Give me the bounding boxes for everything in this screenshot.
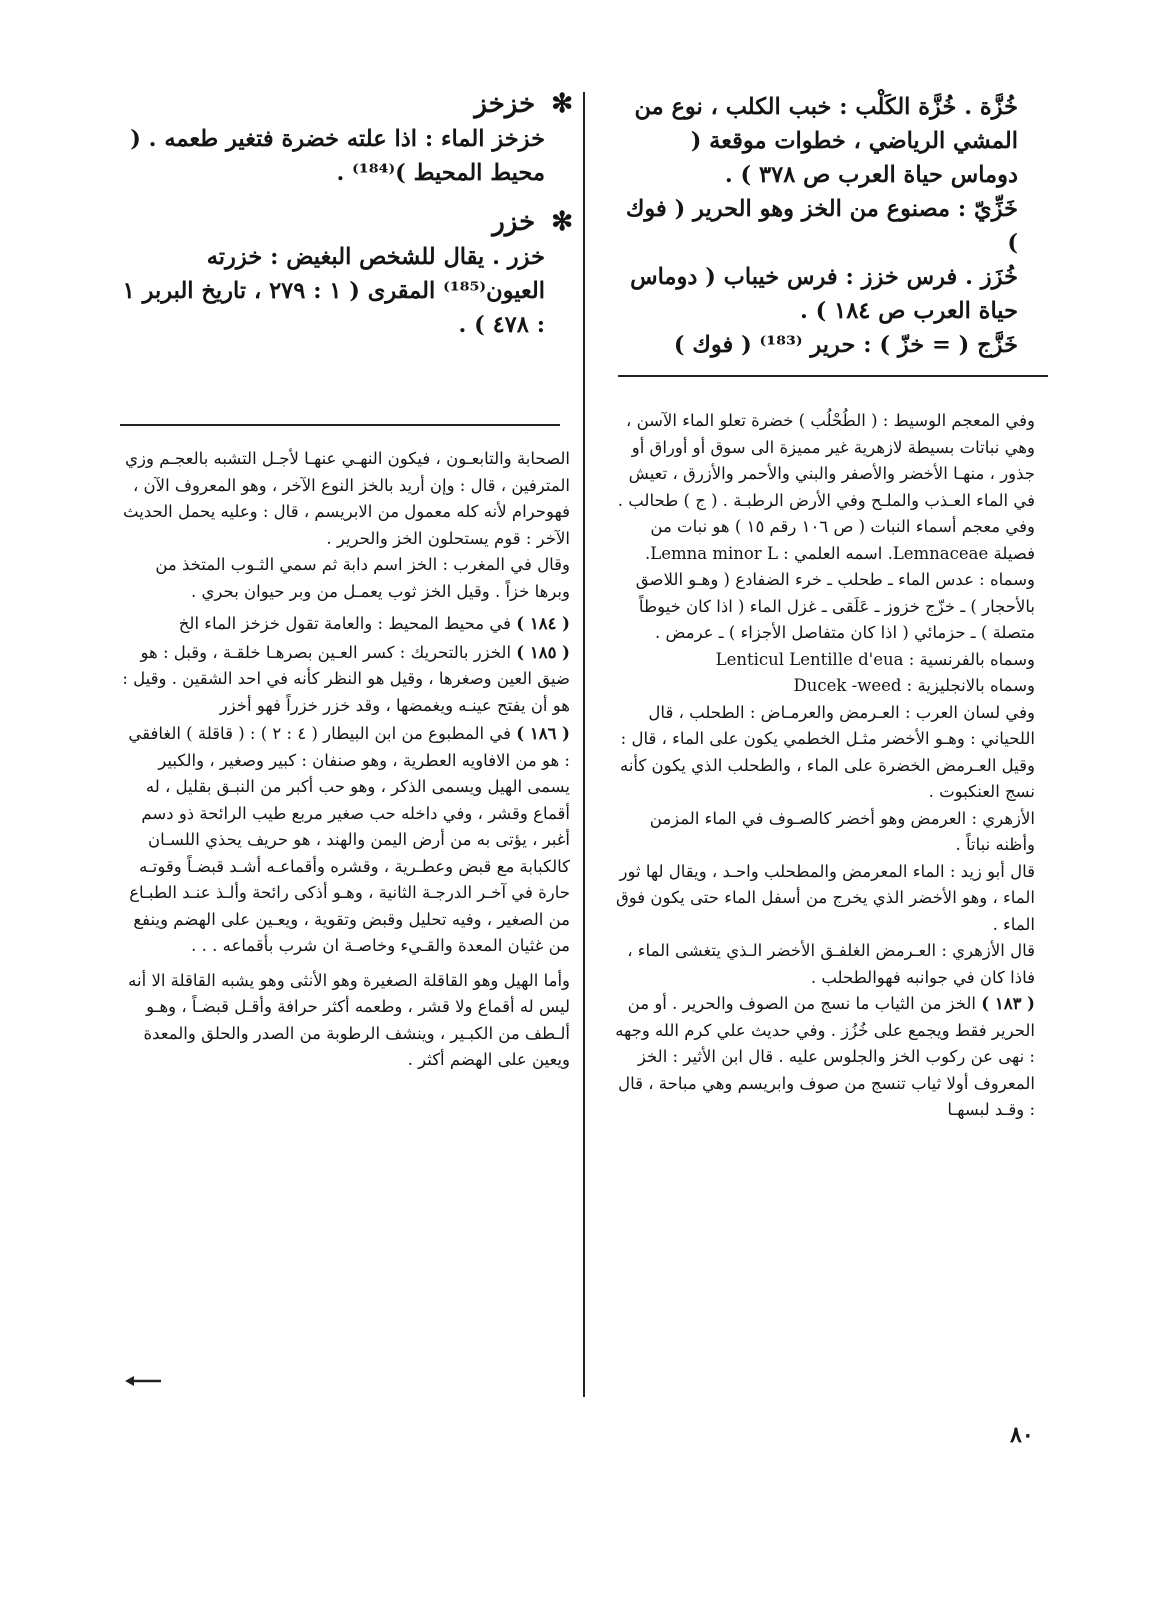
footnote-183-number: ( ١٨٣ ) — [981, 994, 1035, 1013]
maghrib-paragraph: وقال في المغرب : الخز اسم دابة ثم سمي الثـوب المتخذ من وبرها خزاً . وقيل الخز ثوب يعمـل من وبر حيوان بحري . — [155, 555, 570, 601]
left-top-entries — [118, 86, 573, 342]
french-name: وسماه بالفرنسية : Lenticul Lentille d'eua — [715, 649, 1035, 669]
asterisk-icon: ✻ — [551, 89, 573, 119]
right-top-rule — [618, 375, 1048, 377]
abu-zayd-paragraph: قال أبو زيد : الماء المعرمض والمطحلب واحـد ، ويقال لها ثور الماء ، وهو الأخضر الذي يخرج من أسفل الماء حتى يكون فوق الماء . — [615, 861, 1035, 934]
footnote-184-number: ( ١٨٤ ) — [516, 614, 570, 633]
footnote-184-text: في محيط المحيط : والعامة تقول خزخز الماء الخ — [178, 614, 512, 633]
synonyms-paragraph: وسماه : عدس الماء ـ طحلب ـ خرء الضفادع ( وهـو اللاصق بالأحجار ) ـ خزّج خزوز ـ عَلَقى ـ غزل الماء ( اذا كان خيوطاً متصلة ) ـ حزمائي ( اذا كان متفاصل الأجزاء ) ـ عرمض . — [635, 570, 1035, 642]
footnote-185-text: الخزر بالتحريك : كسر العـين بصرهـا خلقـة ، وقبل : هو ضيق العين وصغرها ، وقيل هو النظر كأنه في احد الشقين . وقيل : هو أن يفتح عينـه ويغمضها ، وقد خزر خزراً فهو أخزر — [122, 642, 570, 715]
headword-khazkhaz — [118, 86, 573, 122]
khazar-definition: خزر . يقال للشخص البغيض : خزرته العيون⁽¹⁸⁵⁾ المقرى ( ١ : ٢٧٩ ، تاريخ البربر ١ : ٤٧٨ ) . — [122, 244, 545, 338]
wasit-paragraph: وفي المعجم الوسيط : ( الطُحْلُب ) خضرة تعلو الماء الآسن ، وهي نباتات بسيطة لازهرية غير مميزة الى سوق أو أوراق أو جذور ، منهـا الأخضر والأصفر والبني والأحمر والأزرق ، تعيش في الماء العـذب والملـح وفي الأرض الرطبـة . ( ج ) طحالب . — [617, 411, 1035, 510]
asterisk-icon: ✻ — [551, 207, 573, 237]
footnote-185 — [120, 640, 570, 720]
azhari-second-paragraph: قال الأزهري : العـرمض الغلفـق الأخضر الـذي يتغشى الماء ، فاذا كان في جوانبه فهوالطحلب . — [627, 941, 1035, 987]
azhari-paragraph: الأزهري : العرمض وهو أخضر كالصـوف في الماء المزمن وأظنه نباتاً . — [649, 808, 1035, 854]
footnote-185-number: ( ١٨٥ ) — [516, 642, 570, 662]
english-name: وسماه بالانجليزية : Ducek -weed — [793, 676, 1035, 695]
footnote-186 — [120, 721, 570, 960]
column-divider — [583, 92, 585, 1397]
footnote-184 — [120, 611, 570, 638]
headword-khazkhaz-text: خزخز — [474, 89, 536, 119]
footnote-186-text: في المطبوع من ابن البيطار ( ٤ : ٢ ) : ( قاقلة ) الغافقي : هو من الافاويه العطرية ، وهو صنفان : كبير وصغير ، والكبير يسمى الهيل ويسمى الذكر ، وهو حب أكبر من النبـق بقليل ، له أقماع وقشر ، وفي داخله حب صغير مربع طيب الرائحة ذو دسم أغبر ، يؤتى به من أرض اليمن والهند ، هو حريف يحذي اللسـان كالكبابة مع قبض وعطـرية ، وقشره وأقماعـه أشـد قبضـاً وقوتـه حارة في آخـر الدرجـة الثانية ، وهـو أذكى رائحة وألـذ عنـد الطبـاع من الصغير ، وفيه تحليل وقبض وتقوية ، ويعـين على الهضم وينفع من غثيان المعدة والقـيء وخاصـة ان شرب بأقماعه . . . — [128, 724, 570, 955]
left-top-rule — [120, 424, 560, 426]
khazkhaz-definition: خزخز الماء : اذا علته خضرة فتغير طعمه . ( محيط المحيط )⁽¹⁸⁴⁾ . — [130, 126, 545, 186]
footnote-183 — [610, 991, 1035, 1124]
continuation-arrow-icon — [125, 1374, 163, 1388]
headword-khazar — [118, 204, 573, 240]
footnote-186-number: ( ١٨٦ ) — [516, 724, 570, 743]
entry-khazzi: خَزِّيّ : مصنوع من الخز وهو الحرير ( فوك ) — [625, 196, 1018, 256]
page-number: ٨٠ — [1010, 1422, 1034, 1448]
right-notes — [610, 408, 1035, 1126]
continuation-paragraph: الصحابة والتابعـون ، فيكون النهـي عنهـا لأجـل التشبه بالعجـم وزي المترفين ، قال : وإن أريد بالخز النوع الآخر ، وهو المعروف الآن ، فهوحرام لأنه كله معمول من الابريسم ، قال : وعليه يحمل الحديث الآخر : قوم يستحلون الخز والحرير . — [123, 449, 570, 548]
plant-names-paragraph: وفي معجم أسماء النبات ( ص ١٠٦ رقم ١٥ ) هو نبات من فصيلة Lemnaceae. اسمه العلمي : Lemna minor L. — [645, 517, 1035, 563]
left-notes — [120, 446, 570, 1074]
right-top-entries — [618, 90, 1018, 362]
entry-khuzaz: خُزَز . فرس خزز : فرس خيباب ( دوماس حياة العرب ص ١٨٤ ) . — [630, 264, 1018, 324]
entry-khuzza: خُزَّة . خُزَّة الكَلْب : خبب الكلب ، نوع من المشي الرياضي ، خطوات موقعة ( دوماس حياة العرب ص ٣٧٨ ) . — [634, 94, 1018, 188]
headword-khazar-text: خزر — [492, 207, 536, 237]
lisan-paragraph: وفي لسان العرب : العـرمض والعرمـاض : الطحلب ، قال اللحياني : وهـو الأخضر مثـل الخطمي يكون على الماء ، قال : وقيل العـرمض الخضرة على الماء ، والطحلب الذي يكون كأنه نسج العنكبوت . — [619, 702, 1035, 801]
footnote-183-text: الخز من الثياب ما نسج من الصوف والحرير . أو من الحرير فقط ويجمع على خُزُز . وفي حديث علي كرم الله وجهه : نهى عن ركوب الخز والجلوس عليه . قال ابن الأثير : الخز المعروف أولا ثياب تنسج من صوف وابريسم وهي مباحة ، قال : وقـد لبسهـا — [615, 994, 1035, 1119]
hail-paragraph: وأما الهيل وهو القاقلة الصغيرة وهو الأنثى وهو يشبه القاقلة الا أنه ليس له أقماع ولا قشر ، وطعمه أكثر حرافة وأقـل قبضـاً ، وهـو ألـطف من الكبـير ، وينشف الرطوبة من الصدر والحلق والمعدة ويعين على الهضم أكثر . — [128, 970, 570, 1069]
entry-khazzaj: خَزَّج ( = خزّ ) : حرير ⁽¹⁸³⁾ ( فوك ) — [673, 332, 1018, 358]
